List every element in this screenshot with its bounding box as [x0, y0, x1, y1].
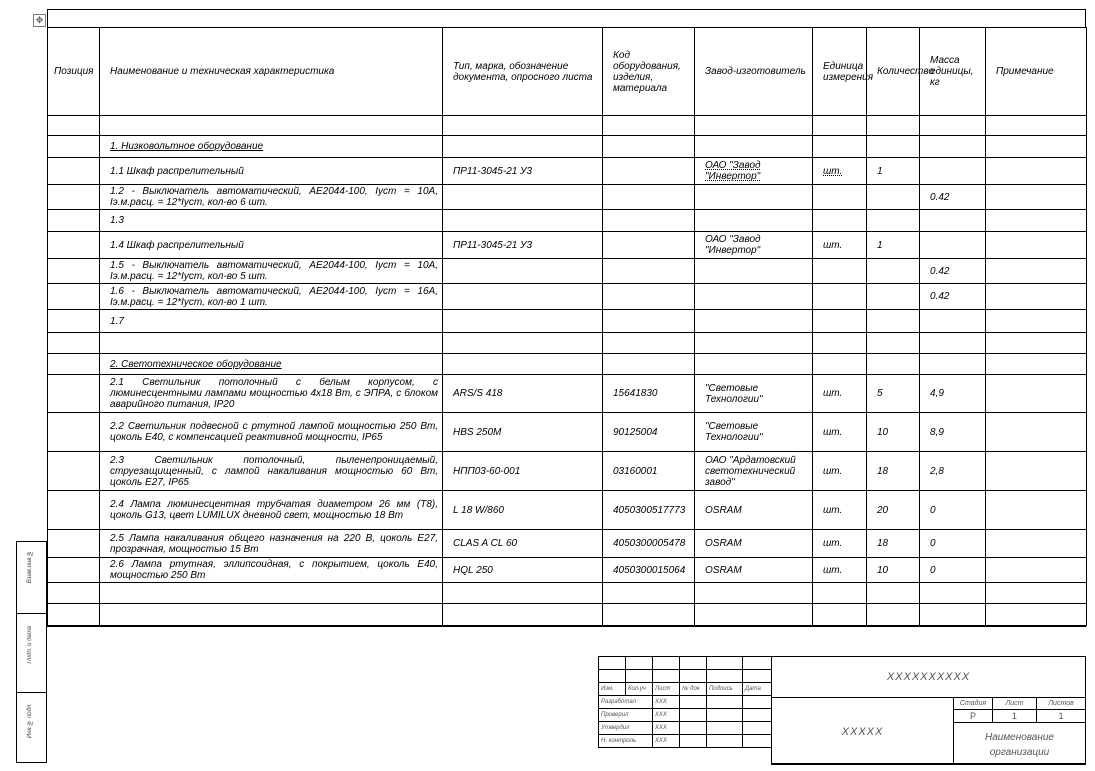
- table-row: [48, 259, 1087, 284]
- table-row: [48, 558, 1087, 583]
- cell-maker: ОАО "Завод "Инвертор": [695, 158, 813, 185]
- cell-maker: OSRAM: [695, 491, 813, 530]
- cell-unit: [813, 284, 867, 310]
- cell-qty: 1: [867, 158, 920, 185]
- cell-mass: [920, 158, 986, 185]
- cell-pos: [48, 232, 100, 259]
- cell-name: 1.4 Шкаф распрелительный: [100, 232, 443, 259]
- tb-role: Утвердил: [599, 722, 653, 735]
- organization-name: Наименование организации: [984, 732, 1054, 758]
- tb-col-izm: Изм.: [599, 683, 626, 696]
- title-block-main: [771, 656, 1086, 764]
- cell-code: [603, 116, 695, 136]
- sign-date-label: Подп. и дата: [27, 626, 33, 664]
- cell-unit: шт.: [813, 232, 867, 259]
- cell-qty: [867, 604, 920, 626]
- tb-role-name: ХХХ: [653, 709, 680, 722]
- cell-maker: [695, 136, 813, 158]
- cell-pos: [48, 259, 100, 284]
- cell-name: [100, 604, 443, 626]
- cell-mass: [920, 583, 986, 604]
- stage-value: Р: [969, 711, 976, 721]
- cell-unit: шт.: [813, 530, 867, 558]
- cell-note: [986, 583, 1087, 604]
- sign-date-cell: [16, 613, 47, 693]
- cell-pos: [48, 333, 100, 354]
- cell-unit: [813, 354, 867, 375]
- cell-maker: [695, 284, 813, 310]
- cell-type: [443, 604, 603, 626]
- cell-note: [986, 558, 1087, 583]
- table-row: [48, 284, 1087, 310]
- sheet-divider: [47, 626, 1086, 627]
- cell-qty: 10: [867, 413, 920, 452]
- cell-mass: 0.42: [920, 284, 986, 310]
- cell-unit: [813, 310, 867, 333]
- cell-code: [603, 158, 695, 185]
- tb-role-name: ХХХ: [653, 722, 680, 735]
- cell-name: 2.5 Лампа накаливания общего назначения на 220 В, цоколь Е27, прозрачная, мощностью 15 Вт: [100, 530, 443, 558]
- cell-type: [443, 310, 603, 333]
- cell-qty: 20: [867, 491, 920, 530]
- cell-note: [986, 158, 1087, 185]
- cell-pos: [48, 210, 100, 232]
- cell-note: [986, 530, 1087, 558]
- sheets-value: 1: [1058, 711, 1064, 721]
- cell-type: [443, 136, 603, 158]
- cell-maker: [695, 333, 813, 354]
- cell-mass: [920, 232, 986, 259]
- cell-type: HBS 250M: [443, 413, 603, 452]
- cell-code: 4050300005478: [603, 530, 695, 558]
- table-row: [48, 375, 1087, 413]
- cell-unit: шт.: [813, 558, 867, 583]
- tb-col-date: Дата: [743, 683, 772, 696]
- cell-mass: 8,9: [920, 413, 986, 452]
- tb-role-row: [599, 696, 772, 709]
- cell-unit: [813, 136, 867, 158]
- cell-maker: [695, 583, 813, 604]
- cell-qty: 18: [867, 452, 920, 491]
- cell-mass: [920, 604, 986, 626]
- header-code: Код оборудования, изделия, материала: [603, 28, 695, 116]
- cell-code: [603, 604, 695, 626]
- cell-code: 4050300517773: [603, 491, 695, 530]
- cell-code: [603, 310, 695, 333]
- table-row: [48, 158, 1087, 185]
- table-row: [48, 491, 1087, 530]
- cell-pos: [48, 310, 100, 333]
- cell-unit: [813, 583, 867, 604]
- cell-pos: [48, 558, 100, 583]
- cell-note: [986, 116, 1087, 136]
- cell-note: [986, 284, 1087, 310]
- cell-type: НПП03-60-001: [443, 452, 603, 491]
- cell-name: [100, 136, 443, 158]
- cell-code: 15641830: [603, 375, 695, 413]
- title-block-col-header-row: [599, 683, 772, 696]
- cell-maker: OSRAM: [695, 558, 813, 583]
- table-row: [48, 185, 1087, 210]
- cell-name: 2.4 Лампа люминесцентная трубчатая диаметром 26 мм (Т8), цоколь G13, цвет LUMILUX дневной свет, мощностью 18 Вт: [100, 491, 443, 530]
- table-row: [48, 530, 1087, 558]
- cell-note: [986, 210, 1087, 232]
- cell-name: 1.1 Шкаф распрелительный: [100, 158, 443, 185]
- cell-note: [986, 136, 1087, 158]
- cell-name: 2.3 Светильник потолочный, пыленепроницаемый, струезащищенный, с лампой накаливания мощностью 60 Вт, цоколь Е27, IP65: [100, 452, 443, 491]
- cell-mass: [920, 116, 986, 136]
- cell-unit: [813, 116, 867, 136]
- cell-unit: [813, 185, 867, 210]
- sheet-frame-top: [47, 9, 1086, 27]
- cell-mass: [920, 210, 986, 232]
- empty-row: [48, 604, 1087, 626]
- cell-qty: [867, 185, 920, 210]
- stage-label: Стадия: [959, 700, 987, 707]
- empty-row: [48, 333, 1087, 354]
- replace-inv-label: Взам.инв.№: [27, 550, 33, 584]
- cell-mass: [920, 136, 986, 158]
- cell-code: [603, 210, 695, 232]
- cell-code: [603, 232, 695, 259]
- cell-note: [986, 452, 1087, 491]
- cell-type: [443, 259, 603, 284]
- cell-mass: 0: [920, 491, 986, 530]
- project-name: ХХХХХ: [841, 726, 884, 738]
- cell-note: [986, 232, 1087, 259]
- cell-qty: 5: [867, 375, 920, 413]
- cell-qty: [867, 259, 920, 284]
- cell-unit: шт.: [813, 413, 867, 452]
- cell-name: [100, 583, 443, 604]
- cell-note: [986, 413, 1087, 452]
- cell-type: [443, 210, 603, 232]
- cell-type: [443, 116, 603, 136]
- table-header-row: [48, 28, 1087, 116]
- doc-code: ХХХХХХХХХХ: [886, 671, 971, 683]
- cell-maker: "Световые Технологии": [695, 413, 813, 452]
- cell-name: [100, 116, 443, 136]
- sheet-value-box: [992, 709, 1037, 723]
- cell-mass: 0: [920, 530, 986, 558]
- inv-orig-cell: [16, 692, 47, 763]
- section-title: 2. Светотехническое оборудование: [110, 358, 282, 370]
- title-block-grid: [598, 656, 772, 748]
- cell-type: L 18 W/860: [443, 491, 603, 530]
- cell-code: [603, 354, 695, 375]
- cell-type: [443, 583, 603, 604]
- cell-name: 2.1 Светильник потолочный с белым корпусом, с люминесцентными лампами мощностью 4х18 Вт, с ЭПРА, с блоком аварийного питания, IP20: [100, 375, 443, 413]
- header-mass: Масса единицы, кг: [920, 28, 986, 116]
- cell-maker: [695, 116, 813, 136]
- tb-role-name: ХХХ: [653, 735, 680, 748]
- table-row: [48, 310, 1087, 333]
- cell-mass: [920, 333, 986, 354]
- cell-mass: [920, 310, 986, 333]
- cell-unit: шт.: [813, 491, 867, 530]
- cell-note: [986, 185, 1087, 210]
- cell-note: [986, 333, 1087, 354]
- cell-pos: [48, 354, 100, 375]
- cell-maker: [695, 354, 813, 375]
- cell-type: CLAS A CL 60: [443, 530, 603, 558]
- cell-qty: [867, 284, 920, 310]
- cell-pos: [48, 583, 100, 604]
- header-unit: Единица измерения: [813, 28, 867, 116]
- cell-qty: 10: [867, 558, 920, 583]
- cell-qty: [867, 333, 920, 354]
- table-row: [48, 210, 1087, 232]
- cell-qty: [867, 210, 920, 232]
- cell-name: 1.6 - Выключатель автоматический, АЕ2044-100, Iуст = 16А, Iэ.м.расц. = 12*Iуст, кол-во 1 шт.: [100, 284, 443, 310]
- cell-mass: 2,8: [920, 452, 986, 491]
- empty-row: [48, 116, 1087, 136]
- cell-pos: [48, 158, 100, 185]
- header-position: Позиция: [48, 28, 100, 116]
- cell-maker: [695, 604, 813, 626]
- cell-type: ПР11-3045-21 У3: [443, 158, 603, 185]
- cell-pos: [48, 284, 100, 310]
- replace-inv-cell: [16, 541, 47, 614]
- tb-col-list: Лист: [653, 683, 680, 696]
- cell-name: [100, 354, 443, 375]
- tb-role-row: [599, 735, 772, 748]
- tb-role-row: [599, 722, 772, 735]
- cell-unit: [813, 604, 867, 626]
- tb-col-ndok: № док: [680, 683, 707, 696]
- cell-maker: [695, 185, 813, 210]
- cell-maker: ОАО "Завод "Инвертор": [695, 232, 813, 259]
- cell-name: [100, 333, 443, 354]
- stage-value-box: [953, 709, 993, 723]
- header-type: Тип, марка, обозначение документа, опросного листа: [443, 28, 603, 116]
- cell-note: [986, 310, 1087, 333]
- cell-pos: [48, 491, 100, 530]
- table-row: [48, 413, 1087, 452]
- cell-qty: [867, 116, 920, 136]
- tb-col-signature: Подпись: [707, 683, 743, 696]
- cell-qty: 1: [867, 232, 920, 259]
- header-name: Наименование и техническая характеристика: [100, 28, 443, 116]
- tb-role: Разработал: [599, 696, 653, 709]
- cell-note: [986, 491, 1087, 530]
- cell-pos: [48, 452, 100, 491]
- cell-maker: OSRAM: [695, 530, 813, 558]
- cell-mass: 0: [920, 558, 986, 583]
- cell-maker: [695, 259, 813, 284]
- cell-code: [603, 259, 695, 284]
- cell-unit: [813, 210, 867, 232]
- cell-qty: [867, 136, 920, 158]
- sheets-value-box: [1036, 709, 1086, 723]
- cell-maker: "Световые Технологии": [695, 375, 813, 413]
- left-stamp: [16, 541, 47, 763]
- specification-table: [47, 27, 1087, 626]
- cell-type: ПР11-3045-21 У3: [443, 232, 603, 259]
- cell-type: [443, 354, 603, 375]
- cell-name: 1.7: [100, 310, 443, 333]
- empty-row: [48, 583, 1087, 604]
- section-title: 1. Низковольтное оборудование: [110, 141, 264, 152]
- cell-type: ARS/S 418: [443, 375, 603, 413]
- cell-pos: [48, 116, 100, 136]
- section-row: [48, 136, 1087, 158]
- cell-type: [443, 284, 603, 310]
- tb-role: Н. контроль: [599, 735, 653, 748]
- header-note: Примечание: [986, 28, 1087, 116]
- cell-code: [603, 136, 695, 158]
- tb-role: Проверил: [599, 709, 653, 722]
- cell-code: 03160001: [603, 452, 695, 491]
- cell-pos: [48, 136, 100, 158]
- table-move-handle-icon[interactable]: ✥: [33, 14, 46, 27]
- cell-code: [603, 333, 695, 354]
- cell-name: 2.2 Светильник подвесной с ртутной лампой мощностью 250 Вт, цоколь Е40, с компенсацией реактивной мощности, IP65: [100, 413, 443, 452]
- cell-pos: [48, 375, 100, 413]
- cell-name: 1.5 - Выключатель автоматический, АЕ2044-100, Iуст = 10А, Iэ.м.расц. = 12*Iуст, кол-во 5 шт.: [100, 259, 443, 284]
- cell-maker: [695, 210, 813, 232]
- tb-role-name: ХХХ: [653, 696, 680, 709]
- cell-pos: [48, 185, 100, 210]
- cell-unit: [813, 259, 867, 284]
- cell-name: 2.6 Лампа ртутная, эллипсоидная, с покрытием, цоколь Е40, мощностью 250 Вт: [100, 558, 443, 583]
- cell-mass: [920, 354, 986, 375]
- cell-unit: [813, 333, 867, 354]
- inv-orig-label: Инв.№ подл.: [27, 703, 33, 739]
- cell-qty: [867, 354, 920, 375]
- cell-pos: [48, 604, 100, 626]
- cell-name: 1.3: [100, 210, 443, 232]
- sheets-label: Листов: [1048, 700, 1074, 707]
- cell-name: 1.2 - Выключатель автоматический, АЕ2044-100, Iуст = 10А, Iэ.м.расц. = 12*Iуст, кол-во 6 шт.: [100, 185, 443, 210]
- header-maker: Завод-изготовитель: [695, 28, 813, 116]
- cell-qty: 18: [867, 530, 920, 558]
- cell-qty: [867, 310, 920, 333]
- cell-unit: шт.: [813, 375, 867, 413]
- cell-qty: [867, 583, 920, 604]
- cell-code: [603, 185, 695, 210]
- doc-code-box: [771, 656, 1086, 698]
- organization-box: [953, 722, 1086, 765]
- cell-mass: 0.42: [920, 259, 986, 284]
- cell-note: [986, 259, 1087, 284]
- cell-mass: 0.42: [920, 185, 986, 210]
- cell-note: [986, 354, 1087, 375]
- cell-type: [443, 185, 603, 210]
- cell-mass: 4,9: [920, 375, 986, 413]
- cell-pos: [48, 413, 100, 452]
- cell-note: [986, 375, 1087, 413]
- cell-code: [603, 583, 695, 604]
- header-qty: Количество: [867, 28, 920, 116]
- cell-code: 90125004: [603, 413, 695, 452]
- cell-type: HQL 250: [443, 558, 603, 583]
- sheet-value: 1: [1011, 711, 1017, 721]
- cell-note: [986, 604, 1087, 626]
- tb-role-row: [599, 709, 772, 722]
- project-name-box: [771, 697, 954, 765]
- cell-maker: [695, 310, 813, 333]
- cell-maker: ОАО "Ардатовский светотехнический завод": [695, 452, 813, 491]
- cell-pos: [48, 530, 100, 558]
- section-row: [48, 354, 1087, 375]
- table-row: [48, 452, 1087, 491]
- sheet-label: Лист: [1005, 700, 1024, 707]
- cell-code: 4050300015064: [603, 558, 695, 583]
- cell-unit: шт.: [813, 158, 867, 185]
- cell-unit: шт.: [813, 452, 867, 491]
- tb-col-koluch: Кол.уч: [626, 683, 653, 696]
- cell-type: [443, 333, 603, 354]
- cell-code: [603, 284, 695, 310]
- table-row: [48, 232, 1087, 259]
